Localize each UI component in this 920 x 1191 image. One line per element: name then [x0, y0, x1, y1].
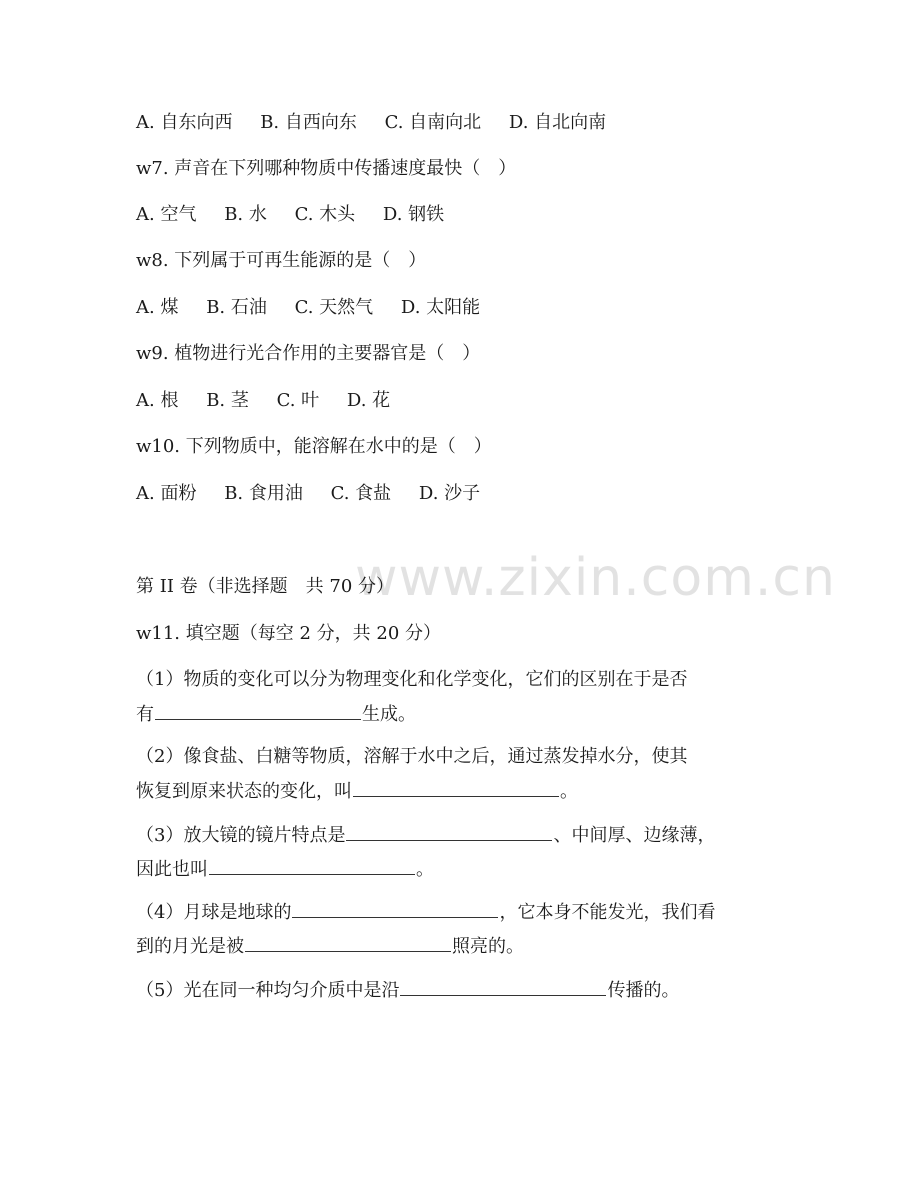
fill-blank-7[interactable] — [400, 977, 606, 996]
q10-options — [136, 481, 784, 507]
fill-q2-text-b: 恢复到原来状态的变化，叫 — [136, 781, 352, 802]
q11-title: w11. 填空题（每空 2 分，共 20 分） — [136, 623, 441, 644]
fill-q4-line1 — [136, 899, 784, 926]
q9-option-b: B. 茎 — [206, 390, 249, 411]
q9-options — [136, 388, 784, 414]
q8-option-d: D. 太阳能 — [400, 297, 481, 318]
q7-options — [136, 202, 784, 228]
q10-option-d: D. 沙子 — [418, 483, 481, 504]
watermark: www.zixin.com.cn — [355, 548, 836, 608]
q8-options — [136, 295, 784, 321]
section2-title: 第 II 卷（非选择题 共 70 分） — [136, 576, 395, 597]
q10-option-c: C. 食盐 — [330, 483, 392, 504]
q10-option-b: B. 食用油 — [224, 483, 303, 504]
fill-q1-line2 — [136, 701, 784, 728]
q8-option-a: A. 煤 — [136, 297, 179, 318]
q9-stem: w9. 植物进行光合作用的主要器官是（ ） — [136, 343, 481, 364]
fill-q3-text-a: （3）放大镜的镜片特点是 — [136, 825, 346, 846]
q10-stem: w10. 下列物质中，能溶解在水中的是（ ） — [136, 436, 492, 457]
q8-stem: w8. 下列属于可再生能源的是（ ） — [136, 250, 427, 271]
fill-q1-text-c: 生成。 — [362, 704, 416, 725]
q8-option-c: C. 天然气 — [294, 297, 374, 318]
fill-blank-2[interactable] — [353, 778, 559, 797]
q6-options — [136, 110, 784, 136]
fill-q1-line1: （1）物质的变化可以分为物理变化和化学变化，它们的区别在于是否 — [136, 669, 688, 690]
q9-option-d: D. 花 — [346, 390, 391, 411]
fill-blank-1[interactable] — [155, 701, 361, 720]
fill-q2-text-c: 。 — [560, 781, 578, 802]
fill-q2-line1: （2）像食盐、白糖等物质，溶解于水中之后，通过蒸发掉水分，使其 — [136, 746, 688, 767]
q7-option-c: C. 木头 — [294, 204, 356, 225]
fill-blank-6[interactable] — [245, 933, 451, 952]
fill-q4-text-d: 照亮的。 — [452, 936, 524, 957]
fill-q4-line2 — [136, 933, 784, 960]
fill-q1-text-b: 有 — [136, 704, 154, 725]
q10-option-a: A. 面粉 — [136, 483, 197, 504]
fill-q3-line1 — [136, 822, 784, 849]
fill-q4-text-b: ，它本身不能发光，我们看 — [499, 902, 716, 923]
fill-q3-text-d: 。 — [416, 859, 434, 880]
q7-option-a: A. 空气 — [136, 204, 197, 225]
fill-q4-text-a: （4）月球是地球的 — [136, 902, 292, 923]
fill-q5-line1 — [136, 977, 784, 1004]
fill-blank-4[interactable] — [209, 856, 415, 875]
fill-blank-3[interactable] — [346, 822, 552, 841]
fill-q5-text-b: 传播的。 — [607, 980, 680, 1001]
q6-option-a: A. 自东向西 — [136, 112, 233, 133]
fill-q3-line2 — [136, 856, 784, 883]
q7-option-d: D. 钢铁 — [382, 204, 445, 225]
q7-stem: w7. 声音在下列哪种物质中传播速度最快（ ） — [136, 158, 517, 179]
fill-blank-5[interactable] — [292, 899, 498, 918]
fill-q5-text-a: （5）光在同一种均匀介质中是沿 — [136, 980, 400, 1001]
q9-option-c: C. 叶 — [276, 390, 320, 411]
q8-option-b: B. 石油 — [206, 297, 267, 318]
fill-q4-text-c: 到的月光是被 — [136, 936, 244, 957]
q7-option-b: B. 水 — [224, 204, 267, 225]
q6-option-d: D. 自北向南 — [508, 112, 607, 133]
fill-q3-text-b: 、中间厚、边缘薄， — [553, 825, 716, 846]
q9-option-a: A. 根 — [136, 390, 179, 411]
q6-option-c: C. 自南向北 — [384, 112, 482, 133]
fill-q3-text-c: 因此也叫 — [136, 859, 208, 880]
fill-q2-line2 — [136, 778, 784, 805]
q6-option-b: B. 自西向东 — [260, 112, 357, 133]
